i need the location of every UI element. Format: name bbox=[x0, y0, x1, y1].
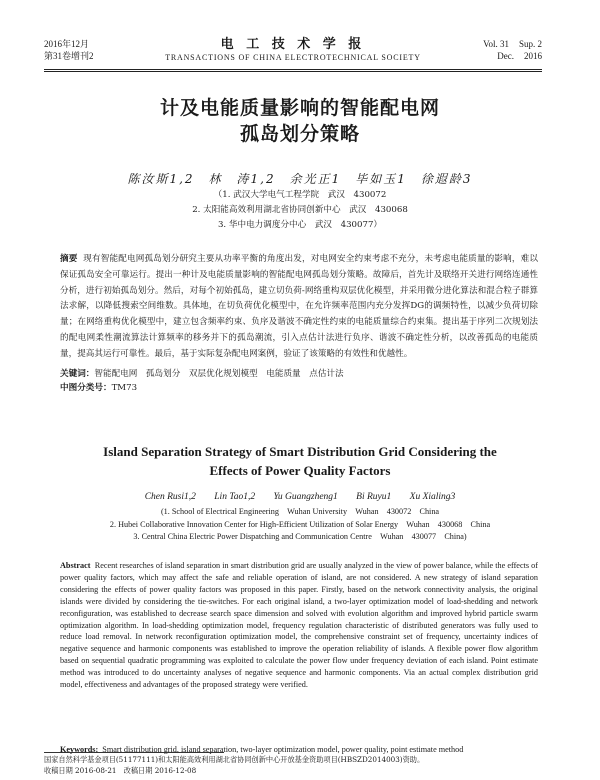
affiliations-en bbox=[30, 506, 570, 544]
abstract-cn-label: 摘要 bbox=[60, 254, 78, 264]
keywords-cn-text: 智能配电网 孤岛划分 双层优化规划模型 电能质量 点估计法 bbox=[94, 369, 344, 379]
keywords-en-text: Smart distribution grid, island separation, two-layer optimization model, power quality, point estimate method bbox=[102, 745, 464, 754]
abstract-en bbox=[60, 560, 538, 691]
running-header bbox=[44, 38, 542, 68]
author-en-1: Chen Rusi1,2 bbox=[144, 492, 196, 502]
footnote-rule bbox=[44, 752, 224, 753]
classification-value: TM73 bbox=[111, 383, 138, 393]
classification-label: 中图分类号： bbox=[60, 383, 112, 393]
header-year-en: 2016 bbox=[524, 51, 542, 61]
header-volume-en: Vol. 31 bbox=[483, 39, 509, 49]
header-rule-thin bbox=[44, 71, 542, 72]
keywords-cn bbox=[60, 367, 538, 381]
paper-title-cn bbox=[40, 95, 560, 147]
classification-number bbox=[60, 381, 538, 395]
paper-title-en bbox=[50, 442, 550, 480]
affiliation-en-2: 2. Hubei Collaborative Innovation Center for High-Efficient Utilization of Solar Energy Wuhan 430068 China bbox=[109, 519, 491, 529]
keywords-cn-label: 关键词： bbox=[60, 369, 95, 379]
header-supplement-en: Sup. 2 bbox=[518, 39, 542, 49]
author-en-3: Yu Guangzheng1 bbox=[273, 492, 338, 502]
keywords-en-label: Keywords: bbox=[60, 745, 99, 754]
affiliation-cn-3: 3. 华中电力调度分中心 武汉 430077） bbox=[217, 220, 383, 230]
header-right bbox=[473, 38, 542, 62]
journal-title-en: TRANSACTIONS OF CHINA ELECTROTECHNICAL SOCIETY bbox=[165, 53, 421, 62]
header-month-en: Dec. bbox=[497, 51, 514, 61]
affiliation-en-1: (1. School of Electrical Engineering Wuhan University Wuhan 430072 China bbox=[160, 507, 440, 516]
footnote-fund: 国家自然科学基金项目(51177111)和太阳能高效利用湖北省协同创新中心开放基金资助项目(HBSZD2014003)资助。 bbox=[44, 755, 425, 764]
affiliation-cn-1: （1. 武汉大学电气工程学院 武汉 430072 bbox=[213, 190, 387, 200]
abstract-cn-text: 现有智能配电网孤岛划分研究主要从功率平衡的角度出发，对电网安全约束考虑不充分，未考虑电能质量的影响，难以保证孤岛安全可靠运行。提出一种计及电能质量影响的智能配电网孤岛划分策略。故障后，首先计及联络开关进行网络连通性分析，进行初始孤岛划分。然后，对每个初始孤岛，建立切负荷-网络重构双层优化模型，并采用微分进化算法和混合粒子群算法求解，以降低搜索空间维数。具体地，在切负荷优化模型中，在允许频率范围内充分发挥DG的调频特性，以减少负荷切除量；在网络重构优化模型中，建立包含频率约束、负序及谐波不确定性约束的电能质量综合约束集。提出基于序列二次规划法的配电网柔性潮流算法计算频率的移务并下的孤岛潮流，引入点估计法进行负序、谐波不确定性分析，以改善孤岛的电能质量，提高其运行可靠性。最后，基于实际复杂配电网案例，验证了该策略的有效性和优越性。 bbox=[60, 254, 538, 359]
paper-title-cn-line1: 计及电能质量影响的智能配电网 bbox=[159, 97, 440, 119]
paper-title-en-line1: Island Separation Strategy of Smart Distribution Grid Considering the bbox=[103, 444, 497, 459]
affiliation-cn-2: 2. 太阳能高效利用湖北省协同创新中心 武汉 430068 bbox=[192, 205, 408, 215]
header-rule bbox=[44, 69, 542, 70]
header-date-cn: 2016年12月 bbox=[44, 39, 90, 49]
abstract-en-label: Abstract bbox=[60, 561, 91, 570]
paper-title-en-line2: Effects of Power Quality Factors bbox=[209, 463, 391, 478]
footnote bbox=[44, 754, 542, 776]
author-en-5: Xu Xialing3 bbox=[409, 492, 456, 502]
author-en-4: Bi Ruyu1 bbox=[356, 492, 392, 502]
affiliations-cn bbox=[40, 188, 560, 233]
authors-cn: 陈汝斯1,2 林 涛1,2 余光正1 毕如玉1 徐遐龄3 bbox=[127, 172, 473, 186]
author-en-2: Lin Tao1,2 bbox=[214, 492, 256, 502]
footnote-dates: 收稿日期 2016-08-21 改稿日期 2016-12-08 bbox=[44, 766, 197, 775]
header-center bbox=[44, 38, 542, 64]
paper-title-cn-line2: 孤岛划分策略 bbox=[239, 123, 360, 145]
header-volume-cn: 第31卷增刊2 bbox=[44, 51, 94, 61]
journal-title-cn: 电 工 技 术 学 报 bbox=[220, 37, 366, 52]
abstract-cn bbox=[60, 252, 538, 363]
affiliation-en-3: 3. Central China Electric Power Dispatching and Communication Centre Wuhan 430077 China) bbox=[133, 532, 467, 541]
abstract-en-text: Recent researches of island separation in smart distribution grid are usually analyzed in the view of power balance, while the effects of power quality factors, which may affect the safe and reliable operation of island, are not considered. A new strategy of island separation considering the effects of power quality factors was proposed in this paper. Firstly, based on the network connectivity analysis, the original islands were divided by considering the tie-switches. For each original island, a two-layer optimization model of load-shedding and network reconfiguration, was established to decrease search space dimension and solved with evolution algorithm and improved hybrid particle swarm optimization algorithm. In load-shedding optimization model, frequency regulation characteristic of distributed generators was fully used to reduce load removal. In network reconfiguration optimization model, the comprehensive constraint set of frequency, uncertainty indices of negative sequence and harmonic components was established to improve the operation reliability of islands. A flexible power flow algorithm based on sequential quadratic programming was exploited to calculate the power flow under frequency deviation of each island. Point estimate method was introduced to do uncertainty analyses of negative sequence and harmonic components. Via an actual complex distribution grid model, effectiveness and advantages of the proposed strategy were verified. bbox=[60, 561, 538, 690]
authors-en bbox=[40, 492, 560, 502]
